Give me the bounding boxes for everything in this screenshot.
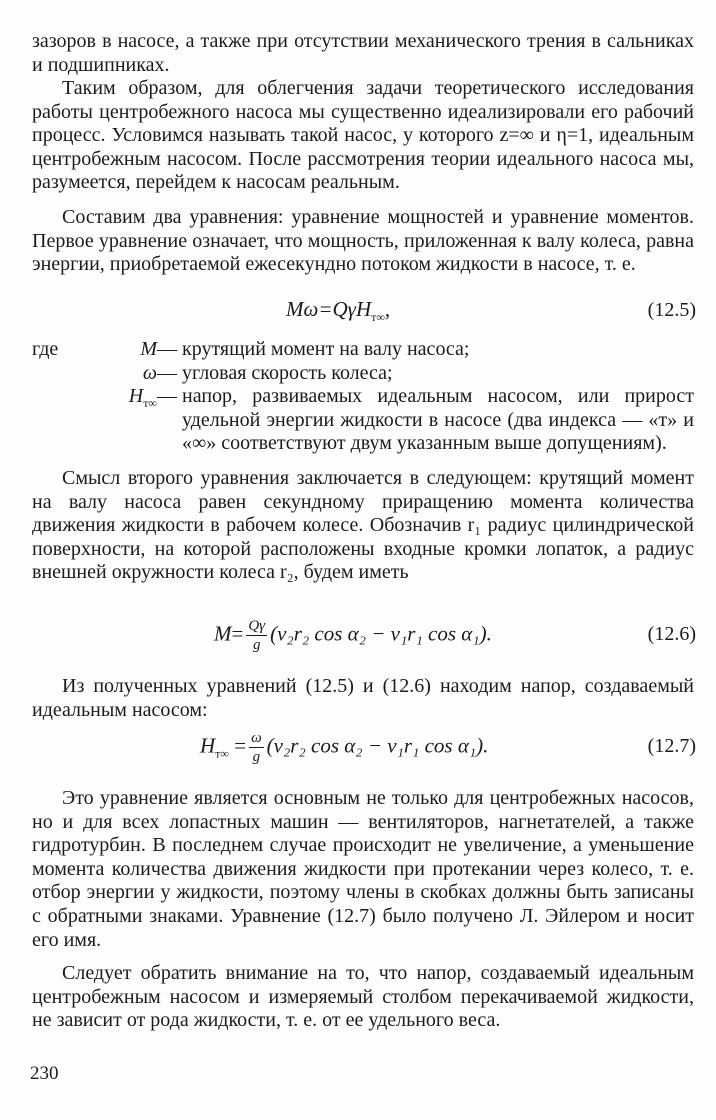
equation-12-6: M= $\frac{Q\gamma}{g}$ (v₂r₂ cos α₂ − v₁r₁ cos α₁). (12.6) [214, 618, 696, 653]
eq7-lhs: H [200, 733, 216, 758]
def-text-omega: угловая скорость колеса; [182, 361, 393, 384]
def-text-H: напор, развиваемых идеальным насосом, или прирост удельной энергии жидкости в насосе (два индекса — «т» и «∞» соответствуют двум указанным выше допущениям). [182, 385, 694, 455]
eq5-tail: , [384, 297, 391, 321]
equation-number-12-6: (12.6) [647, 623, 696, 645]
eq6-lhs: M [214, 621, 232, 646]
def-text-M: крутящий момент на валу насоса; [182, 338, 470, 360]
paragraph-idealization: Таким образом, для облегчения задачи теоретического исследования работы центробежного насоса мы существенно идеализировали его рабочий процесс. Условимся называть такой насос, у которого z=∞ и η=1, идеальным центробежным насосом. После рассмотрения теории идеального насоса мы, разумеется, перейдем к насосам реальным. [32, 77, 694, 194]
def-symbol-H-sub: т∞ [143, 396, 157, 411]
equation-12-7: $H_{т\infty}$ = $\frac{\omega}{g}$ (v₂r₂ cos α₂ − v₁r₁ cos α₁). (12.7) [200, 730, 696, 765]
def-symbol-M: M [140, 338, 157, 360]
symbol-definitions [32, 338, 694, 456]
eq7-rhs: (v₂r₂ cos α₂ − v₁r₁ cos α₁). [266, 733, 489, 758]
definition-omega: ω— угловая скорость колеса; [142, 361, 393, 384]
paragraph-euler-equation: Это уравнение является основным не только для центробежных насосов, но и для всех лопастных машин — вентиляторов, нагнетателей, а также гидротурбин. В последнем случае происходит не увеличение, а уменьшение момента количества движения жидкости при протекании через колесо, т. е. отбор энергии у жидкости, поэтому члены в скобках должны быть записаны с обратными знаками. Уравнение (12.7) было получено Л. Эйлером и носит его имя. [32, 787, 694, 951]
page-number: 230 [30, 1063, 59, 1084]
paragraph-two-equations: Составим два уравнения: уравнение мощностей и уравнение моментов. Первое уравнение означает, что мощность, приложенная к валу колеса, равна энергии, приобретаемой ежесекундно потоком жидкости в насосе, т. е. [32, 206, 694, 276]
eq6-fraction: $\frac{Q\gamma}{g}$ [248, 618, 266, 653]
eq5-rhs: =QγH [318, 297, 372, 321]
where-label: где [32, 338, 59, 360]
paragraph-specific-weight: Следует обратить внимание на то, что напор, создаваемый идеальным центробежным насосом и измеряемый столбом перекачиваемой жидкости, не зависит от рода жидкости, т. е. от ее удельного веса. [32, 962, 694, 1032]
eq7-subscript: т∞ [215, 746, 229, 761]
eq6-rhs: (v₂r₂ cos α₂ − v₁r₁ cos α₁). [270, 621, 492, 646]
eq5-lhs: Mω [286, 297, 319, 321]
eq5-subscript: т∞ [371, 310, 385, 325]
equation-number-12-5: (12.5) [647, 299, 696, 321]
def-symbol-omega: ω [142, 361, 157, 384]
paragraph-from-equations: Из полученных уравнений (12.5) и (12.6) находим напор, создаваемый идеальным насосом: [32, 675, 694, 721]
equation-number-12-7: (12.7) [647, 735, 696, 757]
equation-12-5 [0, 297, 716, 337]
eq7-fraction: $\frac{\omega}{g}$ [251, 730, 262, 765]
paragraph-continuation: зазоров в насосе, а также при отсутствии механического трения в сальниках и подшипниках. [32, 30, 694, 76]
def-symbol-H: H [128, 385, 144, 408]
paragraph-second-equation: Смысл второго уравнения заключается в следующем: крутящий момент на валу насоса равен секундному приращению момента количества движения жидкости в рабочем колесе. Обозначив r₁ радиус цилиндрической поверхности, на которой расположены входные кромки лопаток, а радиус внешней окружности колеса r₂, будем иметь [32, 467, 694, 584]
definition-head: $H_{т\infty}—$ напор, развиваемых идеальным насосом, или прирост удельной энергии жидкости в насосе (два индекса — «т» и «∞» соответствуют двум указанным выше допущениям). [128, 385, 694, 455]
definition-moment: где M— крутящий момент на валу насоса; [32, 338, 470, 360]
